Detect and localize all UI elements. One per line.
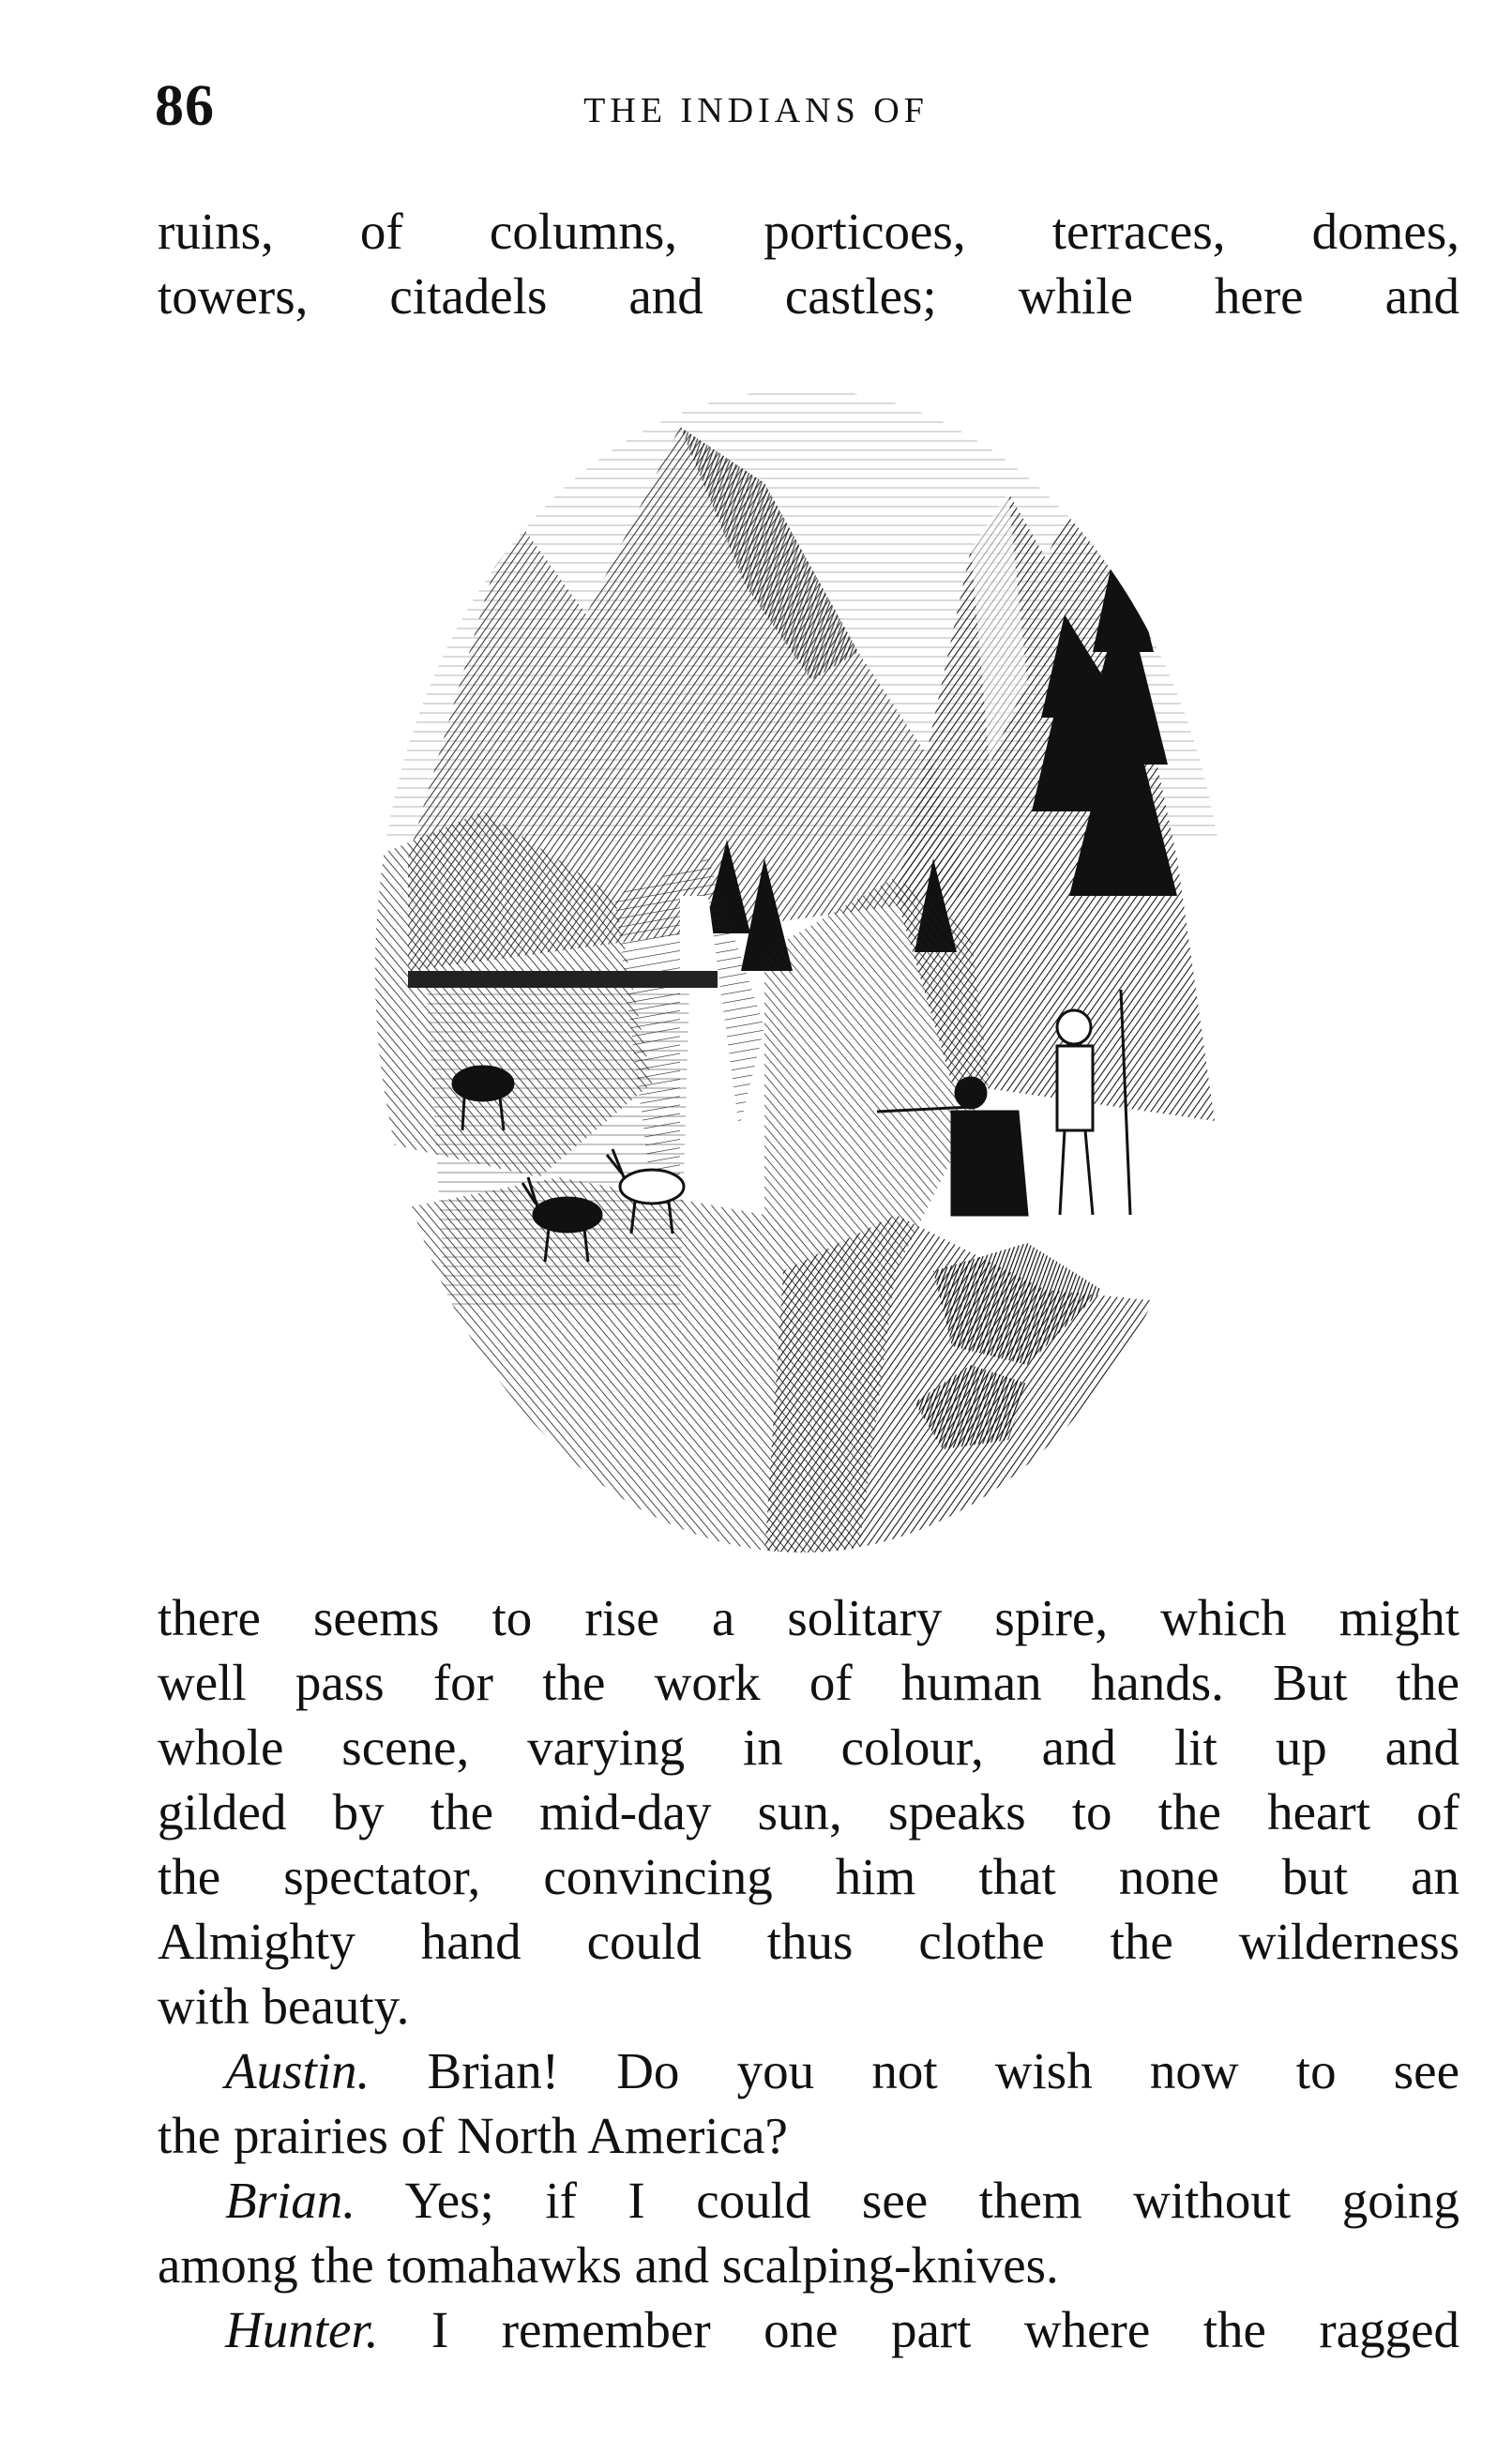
mountain-illustration bbox=[370, 371, 1233, 1557]
dialogue-hunter bbox=[158, 2297, 1459, 2362]
speaker-name: Austin. bbox=[225, 2042, 370, 2099]
text-line: towers, citadels and castles; while here and bbox=[158, 267, 1459, 325]
dialogue-first-line bbox=[158, 2168, 1459, 2233]
running-title: THE INDIANS OF bbox=[583, 91, 929, 130]
text-line: gilded by the mid-day sun, speaks to the heart of bbox=[158, 1783, 1459, 1841]
speaker-name: Hunter. bbox=[225, 2301, 379, 2358]
text-line: ruins, of columns, porticoes, terraces, domes, bbox=[158, 203, 1459, 260]
text-line: there seems to rise a solitary spire, which might bbox=[158, 1589, 1459, 1646]
dialogue-austin bbox=[158, 2038, 1459, 2168]
page-header bbox=[155, 73, 1357, 139]
dialogue-text: Yes; if I could see them without going bbox=[404, 2172, 1459, 2229]
paragraph-bottom bbox=[158, 1585, 1459, 2362]
text-line: Almighty hand could thus clothe the wilderness bbox=[158, 1913, 1459, 1970]
page-number: 86 bbox=[155, 74, 215, 138]
dialogue-first-line bbox=[158, 2297, 1459, 2362]
dialogue-first-line bbox=[158, 2038, 1459, 2103]
text-line: whole scene, varying in colour, and lit up and bbox=[158, 1719, 1459, 1776]
mountain-landscape-engraving-icon bbox=[370, 371, 1233, 1557]
dialogue-continuation: among the tomahawks and scalping-knives. bbox=[158, 2236, 1059, 2294]
paragraph-top bbox=[158, 199, 1459, 328]
dialogue-text: I remember one part where the ragged bbox=[431, 2301, 1459, 2358]
dialogue-text: Brian! Do you not wish now to see bbox=[427, 2042, 1460, 2099]
text-line: the spectator, convincing him that none but an bbox=[158, 1848, 1459, 1905]
text-line: well pass for the work of human hands. But the bbox=[158, 1654, 1459, 1711]
text-line: with beauty. bbox=[158, 1977, 410, 2035]
dialogue-brian bbox=[158, 2168, 1459, 2297]
speaker-name: Brian. bbox=[225, 2172, 356, 2229]
dialogue-continuation: the prairies of North America? bbox=[158, 2107, 788, 2164]
